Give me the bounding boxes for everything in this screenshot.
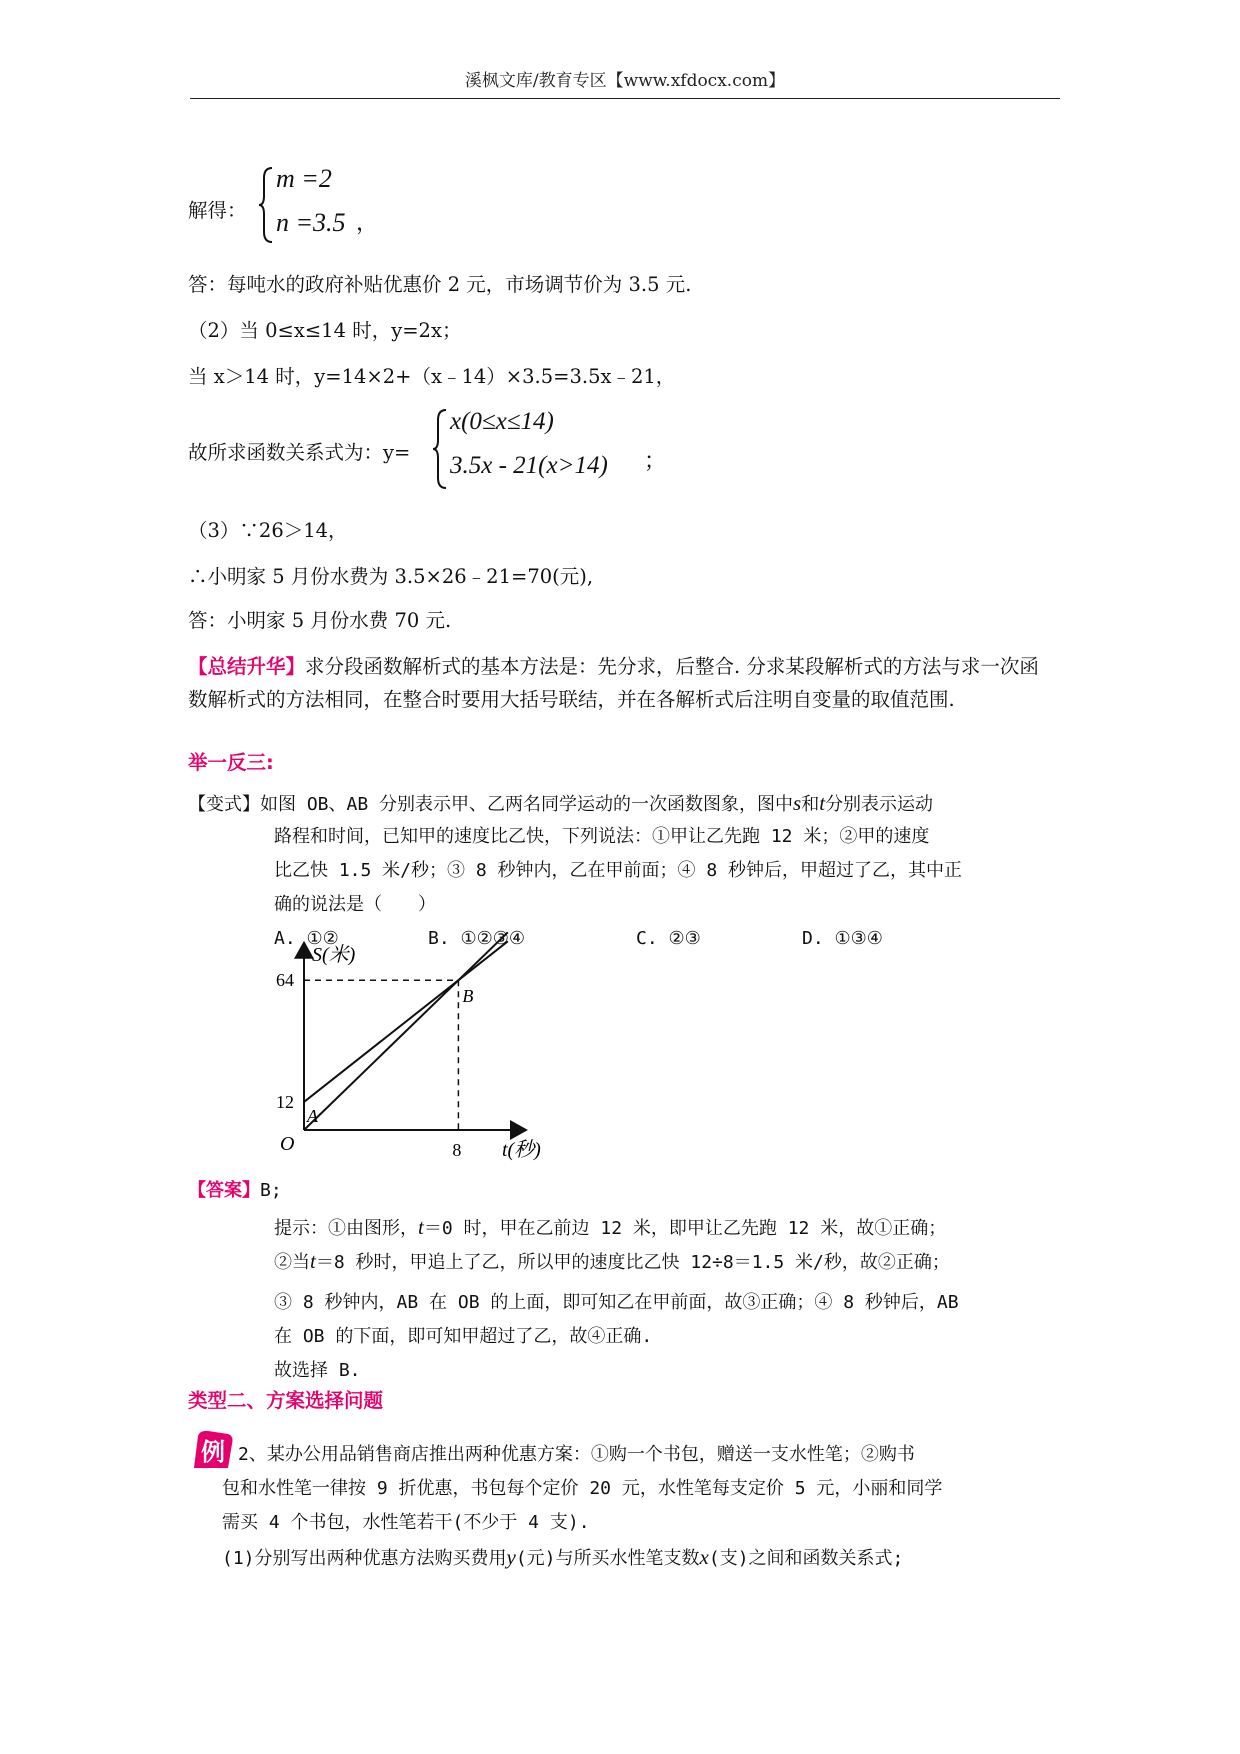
summary-tag: 【总结升华】 (188, 655, 306, 678)
q1-a: (1)分别写出两种优惠方法购买费用 (222, 1548, 507, 1569)
variant-s: s (793, 791, 802, 815)
piecewise-eq-2: 3.5x - 21(x>14) (450, 452, 608, 479)
hint1-t: t (418, 1215, 424, 1239)
q1-c: (支)之间和函数关系式; (708, 1548, 904, 1569)
y-tick-64: 64 (276, 970, 294, 991)
summary-paragraph (188, 650, 1058, 716)
variant-line3: 比乙快 1.5 米/秒；③ 8 秒钟内，乙在甲前面；④ 8 秒钟后，甲超过了乙，其中正 (274, 860, 963, 881)
distance-time-chart (276, 943, 598, 1166)
y-axis-label: S(米) (312, 943, 356, 966)
example-badge-text: 例 (201, 1438, 225, 1466)
summary-text: 求分段函数解析式的基本方法是：先分求，后整合. 分求某段解析式的方法与求一次函数解析式的方法相同，在整合时要用大括号联结，并在各解析式后注明自变量的取值范围. (188, 655, 1039, 711)
hint-line1 (274, 1212, 946, 1244)
variant-text: 如图 OB、AB 分别表示甲、乙两名同学运动的一次函数图象，图中 (260, 794, 794, 815)
hint2-b: ＝8 秒时，甲追上了乙，所以甲的速度比乙快 12÷8＝1.5 米/秒，故②正确； (315, 1252, 950, 1273)
juyi-heading: 举一反三: (188, 751, 274, 774)
option-a: A. ①② (274, 928, 339, 949)
q1-x: x (699, 1545, 709, 1569)
q1-y: y (506, 1545, 516, 1569)
point-b-label: B (462, 986, 474, 1007)
x-tick-8: 8 (452, 1140, 462, 1160)
answer-line (188, 1176, 282, 1206)
variant-line4: 确的说法是（ ） (274, 894, 436, 915)
part3-line1: （3）∵26＞14， (188, 519, 348, 542)
variant-line1 (188, 788, 933, 820)
answer-tag: 【答案】 (188, 1180, 260, 1201)
part3-line3: 答：小明家 5 月份水费 70 元. (188, 609, 452, 632)
example-line1: 2、某办公用品销售商店推出两种优惠方案：①购一个书包，赠送一支水性笔；②购书 (238, 1444, 915, 1465)
hint2-a: ②当 (274, 1252, 310, 1273)
hint-line3: ③ 8 秒钟内，AB 在 OB 的上面，即可知乙在甲前面，故③正确；④ 8 秒钟后，AB (274, 1292, 959, 1313)
q1-b: (元)与所买水性笔支数 (515, 1548, 700, 1569)
solve-tail: ， (356, 210, 379, 235)
page-header: 溪枫文库/教育专区【www.xfdocx.com】 (190, 68, 1060, 99)
left-brace-icon (432, 408, 448, 490)
variant-text-b: 分别表示运动 (825, 794, 934, 815)
answer-1: 答：每吨水的政府补贴优惠价 2 元，市场调节价为 3.5 元. (188, 273, 692, 296)
solve-eq-n: n =3.5 (276, 208, 346, 237)
part2-label: 故所求函数关系式为：y= (188, 441, 411, 464)
example-line3: 需买 4 个书包，水性笔若干(不少于 4 支). (222, 1512, 590, 1533)
variant-line2: 路程和时间，已知甲的速度比乙快，下列说法：①甲让乙先跑 12 米；②甲的速度 (274, 826, 930, 847)
solve-eq-m: m =2 (276, 164, 332, 193)
variant-he: 和 (801, 794, 820, 815)
hint-line4: 在 OB 的下面，即可知甲超过了乙，故④正确. (274, 1326, 653, 1347)
hint1-b: ＝0 时，甲在乙前边 12 米，即甲让乙先跑 12 米，故①正确； (423, 1218, 947, 1239)
piecewise-tail: ； (644, 448, 667, 473)
example-q1 (222, 1542, 903, 1574)
piecewise-eq-1: x(0≤x≤14) (450, 408, 554, 435)
part2-line2: 当 x＞14 时，y=14×2+（x﹣14）×3.5=3.5x﹣21， (188, 365, 676, 388)
example-badge-icon (190, 1428, 234, 1472)
part3-line2: ∴小明家 5 月份水费为 3.5×26﹣21=70(元), (188, 565, 594, 588)
answer-value: B; (260, 1180, 282, 1201)
x-axis-label: t(秒) (501, 1139, 541, 1161)
example-line2: 包和水性笔一律按 9 折优惠，书包每个定价 20 元，水性笔每支定价 5 元，小丽和同学 (222, 1478, 943, 1499)
point-a-label: A (307, 1105, 318, 1126)
hint-line5: 故选择 B. (274, 1360, 361, 1381)
hint2-t: t (310, 1249, 316, 1273)
variant-t: t (819, 791, 826, 815)
left-brace-icon (258, 166, 274, 244)
hint-line2 (274, 1246, 950, 1278)
variant-tag: 【变式】 (188, 794, 260, 815)
type2-title: 类型二、方案选择问题 (188, 1389, 384, 1412)
solve-label: 解得： (188, 199, 247, 222)
y-tick-12: 12 (276, 1091, 294, 1112)
hint1-a: 提示：①由图形， (274, 1218, 418, 1239)
part2-line1: （2）当 0≤x≤14 时，y=2x； (188, 319, 462, 342)
option-d: D. ①③④ (802, 928, 883, 949)
option-b: B. ①②③④ (428, 928, 526, 949)
option-c: C. ②③ (636, 928, 701, 949)
origin-label: O (280, 1133, 295, 1155)
